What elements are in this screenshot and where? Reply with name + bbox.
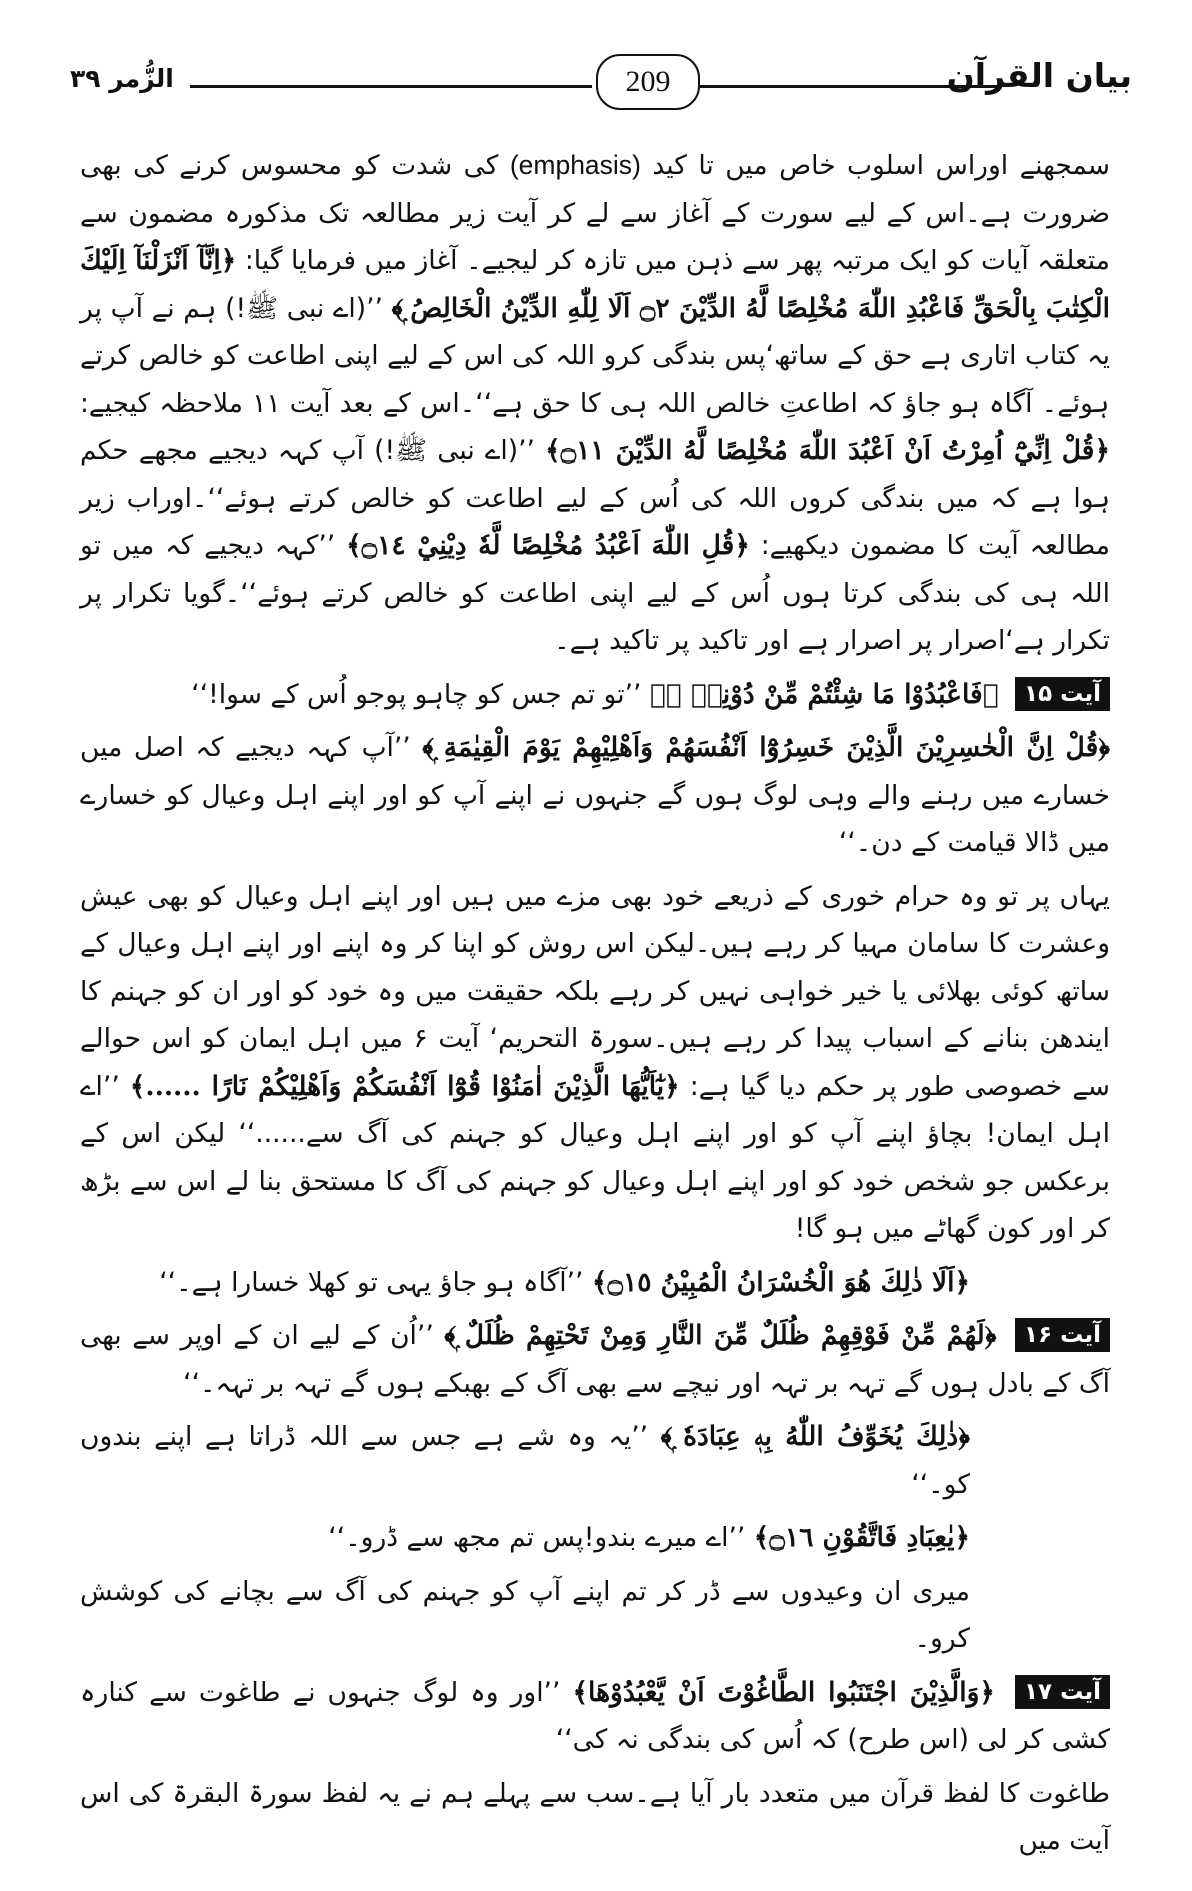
paragraph-intro xyxy=(80,142,1110,665)
book-title: بیان القرآن xyxy=(946,56,1132,95)
verse-15c-block xyxy=(80,1259,1110,1307)
quran-verse-arabic: ﴿قُلْ اِنَّ الْخٰسِرِيْنَ الَّذِيْنَ خَسِرُوْٓا اَنْفُسَهُمْ وَاَهْلِيْهِمْ يَوْمَ الْقِيٰمَةِ ۭ﴾ xyxy=(422,732,1110,763)
quran-verse-arabic: ﴿اِنَّآ اَنْزَلْنَآ اِلَيْكَ الْكِتٰبَ بِالْحَقِّ فَاعْبُدِ اللّٰهَ مُخْلِصًا لَّهُ الدِّيْنَ ۝٢ اَلَا لِلّٰهِ الدِّيْنُ الْخَالِصُ ۭ﴾ xyxy=(80,245,1110,324)
quran-verse-arabic: ﴿يٰٓاَيُّهَا الَّذِيْنَ اٰمَنُوْا قُوْٓا اَنْفُسَكُمْ وَاَهْلِيْكُمْ نَارًا ......﴾ xyxy=(129,1070,680,1102)
verse-translation: ’’اور وہ لوگ جنہوں نے طاغوت سے کنارہ کشی کر لی (اس طرح) کہ اُس کی بندگی نہ کی‘‘ xyxy=(80,1676,1110,1755)
verse-translation: ’’یہ وہ شے ہے جس سے اللہ ڈراتا ہے اپنے بندوں کو۔‘‘ xyxy=(80,1421,970,1500)
verse-15-block xyxy=(80,671,1110,719)
page-body xyxy=(80,142,1110,1871)
verse-16c-block xyxy=(80,1514,1110,1562)
verse-label-badge: آیت ۱۶ xyxy=(1015,1318,1110,1352)
verse-label-badge: آیت ۱۵ xyxy=(1015,677,1110,711)
text-run: میری ان وعیدوں سے ڈر کر تم اپنے آپ کو جہنم کی آگ سے بچانے کی کوشش کرو۔ xyxy=(80,1575,970,1654)
quran-verse-arabic: ﴿لَهُمْ مِّنْ فَوْقِهِمْ ظُلَلٌ مِّنَ النَّارِ وَمِنْ تَحْتِهِمْ ظُلَلٌ ۭ﴾ xyxy=(444,1320,997,1351)
verse-translation: ’’آپ کہہ دیجیے کہ اصل میں خسارے میں رہنے والے وہی لوگ ہوں گے جنہوں نے اپنے آپ کو اور اپنے اہل وعیال کو خسارے میں ڈالا قیامت کے دن۔‘‘ xyxy=(80,732,1110,858)
verse-translation: ’’آگاہ ہو جاؤ یہی تو کھلا خسارا ہے۔‘‘ xyxy=(159,1266,584,1298)
verse-label-badge: آیت ۱۷ xyxy=(1015,1675,1110,1709)
quran-verse-arabic: ﴿قُلِ اللّٰهَ اَعْبُدُ مُخْلِصًا لَّهٗ دِيْنِيْ ۝١٤﴾ xyxy=(346,530,750,561)
english-term: (emphasis) xyxy=(509,150,641,180)
paragraph-exhortation xyxy=(80,1568,1110,1663)
surah-reference: الزُّمر ۳۹ xyxy=(70,64,174,93)
text-run: یہاں پر تو وہ حرام خوری کے ذریعے خود بھی مزے میں ہیں اور اپنے اہل وعیال کو بھی عیش وعشرت کا سامان مہیا کر رہے ہیں۔لیکن اس روش کو اپنا کر وہ اپنے اور اپنے اہل وعیال کے ساتھ کوئی بھلائی یا خیر خواہی نہیں کر رہے بلکہ حقیقت میں وہ خود کو اور ان کو جہنم کا ایندھن بنانے کے اسباب پیدا کر رہے ہیں۔سورۃ التحریم‘ آیت ۶ میں اہل ایمان کو اس حوالے سے خصوصی طور پر حکم دیا گیا ہے: xyxy=(80,880,1111,1102)
quran-verse-arabic: ﴿فَاعْبُدُوْا مَا شِئْتُمْ مِّنْ دُوْنِهٖ ۭ﴾ xyxy=(649,678,999,710)
text-run: طاغوت کا لفظ قرآن میں متعدد بار آیا ہے۔سب سے پہلے ہم نے یہ لفظ سورۃ البقرۃ کی اس آیت میں xyxy=(80,1777,1110,1856)
verse-15b-block xyxy=(80,724,1110,867)
verse-16-block xyxy=(80,1312,1110,1407)
verse-translation: ’’تو تم جس کو چاہو پوجو اُس کے سوا!‘‘ xyxy=(191,678,642,710)
quran-verse-arabic: ﴿ذٰلِكَ يُخَوِّفُ اللّٰهُ بِهٖ عِبَادَهٗ ۭ﴾ xyxy=(660,1421,970,1452)
quran-verse-arabic: ﴿يٰعِبَادِ فَاتَّقُوْنِ ۝١٦﴾ xyxy=(753,1522,970,1553)
running-header xyxy=(60,52,1132,112)
text-run: ’’کہہ دیجیے کہ میں تو اللہ ہی کی بندگی کرتا ہوں اُس کے لیے اپنی اطاعت کو خالص کرتے ہوئے‘‘۔گویا تکرار پر تکرار ہے‘اصرار پر اصرار ہے اور تاکید پر تاکید ہے۔ xyxy=(80,530,1110,656)
verse-translation: ’’اے میرے بندو!پس تم مجھ سے ڈرو۔‘‘ xyxy=(328,1522,746,1553)
paragraph-commentary xyxy=(80,873,1110,1253)
text-run: ’’اے اہل ایمان! بچاؤ اپنے آپ کو اور اپنے اہل وعیال کو جہنم کی آگ سے......‘‘ لیکن اس کے برعکس جو شخص خود کو اور اپنے اہل وعیال کو جہنم کی آگ کا مستحق بنا لے اس سے بڑھ کر اور کون گھاٹے میں ہو گا! xyxy=(80,1070,1110,1244)
verse-17-block xyxy=(80,1669,1110,1764)
text-run: کی شدت کو محسوس کرنے کی بھی ضرورت ہے۔اس کے لیے سورت کے آغاز سے لے کر آیت زیر مطالعہ تک مذکورہ مضمون سے متعلقہ آیات کو ایک مرتبہ پھر سے ذہن میں تازہ کر لیجیے۔ آغاز میں فرمایا گیا: xyxy=(80,150,1110,276)
text-run: سمجھنے اوراس اسلوب خاص میں تا کید xyxy=(652,150,1110,181)
header-rule-left xyxy=(190,85,592,88)
verse-translation: ’’اُن کے لیے ان کے اوپر سے بھی آگ کے بادل ہوں گے تہہ بر تہہ اور نیچے سے بھی آگ کے بھبکے ہوں گے تہہ بر تہہ۔‘‘ xyxy=(80,1320,1110,1399)
page-number: 209 xyxy=(596,54,700,110)
quran-verse-arabic: ﴿اَلَا ذٰلِكَ هُوَ الْخُسْرَانُ الْمُبِيْنُ ۝١٥﴾ xyxy=(591,1266,970,1298)
verse-16b-block xyxy=(80,1413,1110,1508)
text-run: ’’(اے نبی ﷺ!) ہم نے آپ پر یہ کتاب اتاری ہے حق کے ساتھ‘پس بندگی کرو اللہ کی اس کے لیے اپنی اطاعت کو خالص کرتے ہوئے۔ آگاہ ہو جاؤ کہ اطاعتِ خالص اللہ ہی کا حق ہے‘‘۔اس کے بعد آیت ۱۱ ملاحظہ کیجیے: xyxy=(80,292,1110,419)
quran-verse-arabic: ﴿وَالَّذِيْنَ اجْتَنَبُوا الطَّاغُوْتَ اَنْ يَّعْبُدُوْهَا﴾ xyxy=(572,1676,995,1708)
paragraph-taghut xyxy=(80,1770,1110,1865)
text-run: ’’(اے نبی ﷺ!) آپ کہہ دیجیے مجھے حکم ہوا ہے کہ میں بندگی کروں اللہ کی اُس کے لیے اطاعت کو خالص کرتے ہوئے‘‘۔اوراب زیر مطالعہ آیت کا مضمون دیکھیے: xyxy=(80,435,1110,561)
quran-verse-arabic: ﴿قُلْ اِنِّيْٓ اُمِرْتُ اَنْ اَعْبُدَ اللّٰهَ مُخْلِصًا لَّهُ الدِّيْنَ ۝١١﴾ xyxy=(545,435,1110,466)
